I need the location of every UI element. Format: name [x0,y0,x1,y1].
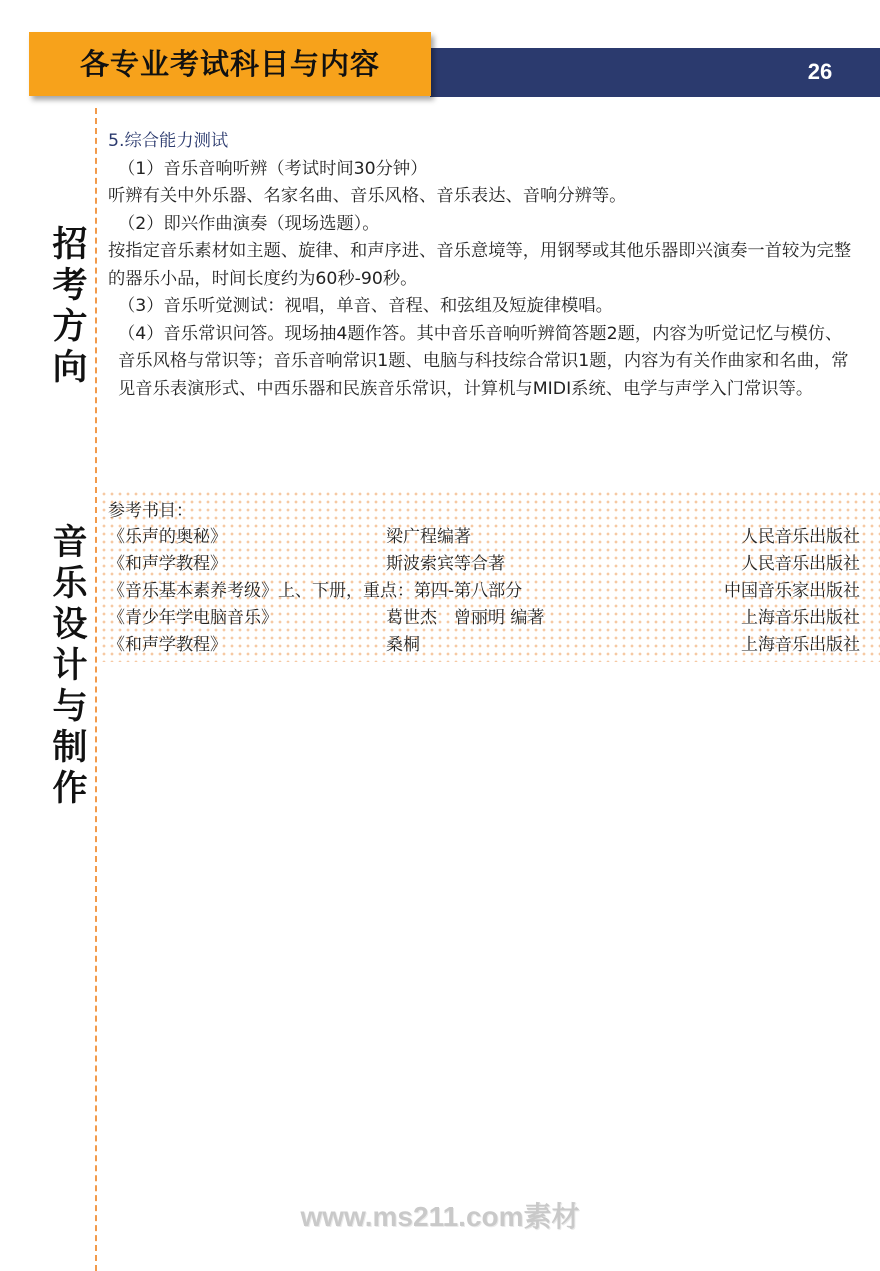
book-title: 《音乐基本素养考级》上、下册，重点：第四-第八部分 [108,581,523,601]
book-author: 梁广程编著 [386,527,471,547]
section-heading: 5.综合能力测试 [108,131,229,151]
reference-row [108,605,860,632]
side-label-admissions: 招考方向 [47,225,87,389]
reference-row [108,551,860,578]
book-publisher: 人民音乐出版社 [741,554,860,574]
reference-row [108,578,860,605]
dashed-divider [95,108,97,1271]
book-title: 《和声学教程》 [108,635,227,655]
book-publisher: 人民音乐出版社 [741,527,860,547]
main-content [108,128,853,403]
watermark: www.ms211.com素材 [300,1201,580,1232]
book-author: 葛世杰 曾丽明 编著 [386,608,545,628]
book-author: 斯波索宾等合著 [386,554,505,574]
paragraph: （1）音乐音响听辨（考试时间30分钟） [118,158,428,179]
book-title: 《乐声的奥秘》 [108,527,227,547]
paragraph: 听辨有关中外乐器、名家名曲、音乐风格、音乐表达、音响分辨等。 [108,186,627,206]
book-author: 桑桐 [386,635,420,655]
page-title: 各专业考试科目与内容 [79,47,380,81]
book-publisher: 上海音乐出版社 [741,608,860,628]
reference-box [100,490,880,662]
book-title: 《和声学教程》 [108,554,227,574]
page-number: 26 [807,59,833,84]
paragraph: （4）音乐常识问答。现场抽4题作答。其中音乐音响听辨简答题2题，内容为听觉记忆与模仿、音乐风格与常识等；音乐音响常识1题、电脑与科技综合常识1题，内容为有关作曲家和名曲，常见音乐表演形式、中西乐器和民族音乐常识，计算机与MIDI系统、电学与声学入门常识等。 [118,323,849,399]
book-title: 《青少年学电脑音乐》 [108,608,278,628]
title-tab [29,32,431,96]
paragraph: 按指定音乐素材如主题、旋律、和声序进、音乐意境等，用钢琴或其他乐器即兴演奏一首较为完整的器乐小品，时间长度约为60秒-90秒。 [108,241,852,289]
reference-title: 参考书目： [108,501,193,521]
book-publisher: 中国音乐家出版社 [724,581,860,601]
side-label-major: 音乐设计与制作 [47,522,87,810]
reference-row [108,632,860,659]
paragraph: （2）即兴作曲演奏（现场选题）。 [118,213,380,234]
paragraph: （3）音乐听觉测试：视唱，单音、音程、和弦组及短旋律模唱。 [118,296,613,316]
book-publisher: 上海音乐出版社 [741,635,860,655]
reference-row [108,524,860,551]
